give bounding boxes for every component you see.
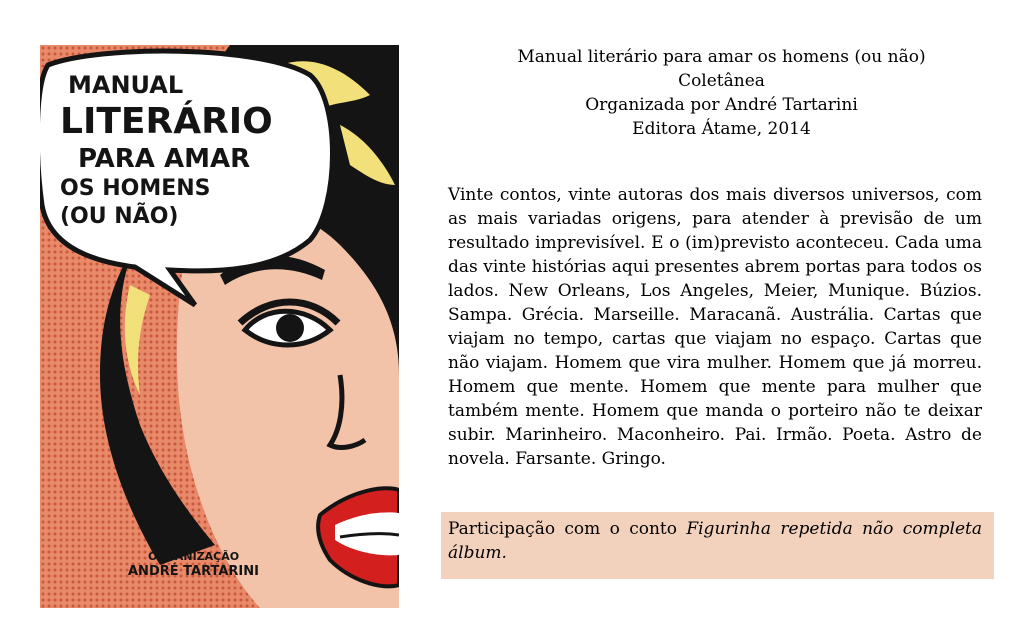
book-title: Manual literário para amar os homens (ou não) [517, 47, 926, 67]
book-publisher: Editora Átame, 2014 [632, 119, 811, 139]
book-genre: Coletânea [678, 71, 765, 91]
participation-prefix: Participação com o conto [448, 519, 687, 539]
cover-title-line-1: MANUAL [68, 71, 184, 99]
cover-title-line-3: PARA AMAR [78, 144, 251, 174]
participation-suffix: . [501, 543, 507, 563]
book-organizer: Organizada por André Tartarini [585, 95, 858, 115]
cover-credit-name: ANDRÉ TARTARINI [128, 564, 259, 579]
participation-story-title: Figurinha repetida não completa álbum [448, 519, 982, 563]
participation-box [441, 512, 994, 579]
cover-title-line-5: (OU NÃO) [60, 204, 179, 229]
cover-title-line-2: LITERÁRIO [60, 101, 273, 142]
book-synopsis: Vinte contos, vinte autoras dos mais diversos universos, com as mais variadas origens, para atender à previsão de um resultado imprevisível. E o (im)previsto aconteceu. Cada uma das vinte histórias aqui presentes abrem portas para todos os lados. New Orleans, Los Angeles, Meier, Munique. Búzios. Sampa. Grécia. Marseille. Maracanã. Austrália. Cartas que viajam no tempo, cartas que viajam no espaço. Cartas que não viajam. Homem que vira mulher. Homem que já morreu. Homem que mente. Homem que mente para mulher que também mente. Homem que manda o porteiro não te deixar subir. Marinheiro. Maconheiro. Pai. Irmão. Poeta. Astro de novela. Farsante. Gringo. [448, 185, 982, 469]
book-cover [40, 45, 399, 608]
cover-credit-label: ORGANIZAÇÃO [148, 550, 240, 563]
cover-title-line-4: OS HOMENS [60, 176, 211, 201]
book-info [448, 45, 995, 141]
